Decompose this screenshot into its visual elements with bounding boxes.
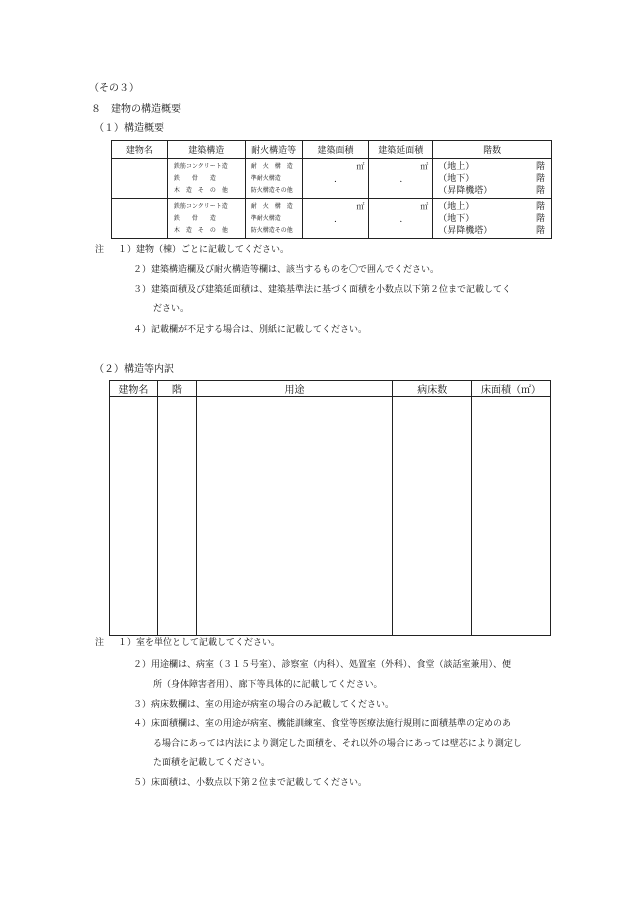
- notes1-item: ２）建築構造欄及び耐火構造等欄は、該当するものを〇で囲んでください。: [133, 265, 440, 275]
- notes2-item: １）室を単位として記載してください。: [118, 638, 281, 648]
- notes2-item-continued: た面積を記載してください。: [153, 758, 271, 768]
- t1-header-floors: 階数: [433, 141, 552, 159]
- notes1-label: 注: [95, 245, 105, 255]
- t1-header-fire-resistance: 耐火構造等: [245, 141, 302, 159]
- notes2-item: ４）床面積欄は、室の用途が病室、機能訓練室、食堂等医療法施行規則に面積基準の定めのあ: [133, 719, 512, 729]
- notes2-item-continued: る場合にあっては内法により測定した面積を、それ以外の場合にあっては壁芯により測定し: [153, 739, 522, 749]
- t1-row: [112, 159, 552, 199]
- t1-total-area-cell[interactable]: [369, 199, 433, 239]
- notes2-item: ５）床面積は、小数点以下第２位まで記載してください。: [133, 778, 368, 788]
- notes1-item-continued: ださい。: [153, 304, 190, 314]
- t2-floor-area-cell[interactable]: [472, 397, 551, 636]
- t1-building-area-cell[interactable]: [302, 199, 369, 239]
- t1-structure-cell[interactable]: 鉄筋コンクリート造 鉄 骨 造 木 造 そ の 他: [167, 159, 245, 199]
- t1-building-area-cell[interactable]: [302, 159, 369, 199]
- t2-building-name-cell[interactable]: [110, 397, 158, 636]
- t1-fire-cell[interactable]: 耐 火 構 造 準耐火構造 防火構造その他: [245, 199, 302, 239]
- unit-sqm: ㎡: [356, 202, 365, 211]
- t1-header-structure: 建築構造: [167, 141, 245, 159]
- decimal-point: .: [399, 175, 403, 185]
- t1-floors-cell[interactable]: （地上） 階 （地下） 階 （昇降機塔） 階: [433, 159, 552, 199]
- t2-header-building-name: 建物名: [110, 381, 158, 397]
- t1-total-area-cell[interactable]: [369, 159, 433, 199]
- decimal-point: .: [399, 215, 403, 225]
- t2-header-floor-area: 床面積（㎡）: [472, 381, 551, 397]
- t2-usage-cell[interactable]: [196, 397, 392, 636]
- structure-breakdown-table: [109, 380, 551, 636]
- unit-sqm: ㎡: [420, 162, 429, 171]
- notes2-item: ３）病床数欄は、室の用途が病室の場合のみ記載してください。: [133, 700, 395, 710]
- notes1-item: ４）記載欄が不足する場合は、別紙に記載してください。: [133, 325, 368, 335]
- decimal-point: .: [334, 215, 337, 225]
- t1-row: [112, 199, 552, 239]
- t2-header-beds: 病床数: [393, 381, 472, 397]
- part-label: （その３）: [89, 83, 139, 94]
- t2-entry-row: [110, 397, 551, 636]
- t1-header-total-floor-area: 建築延面積: [369, 141, 433, 159]
- t1-fire-cell[interactable]: 耐 火 構 造 準耐火構造 防火構造その他: [245, 159, 302, 199]
- t1-structure-cell[interactable]: 鉄筋コンクリート造 鉄 骨 造 木 造 そ の 他: [167, 199, 245, 239]
- unit-sqm: ㎡: [420, 202, 429, 211]
- structure-overview-table: [111, 140, 552, 239]
- t2-beds-cell[interactable]: [393, 397, 472, 636]
- t1-header-building-name: 建物名: [112, 141, 168, 159]
- notes2-item: ２）用途欄は、病室（３１５号室）、診察室（内科）、処置室（外科）、食堂（談話室兼用）、便: [133, 660, 512, 670]
- subsection-1-title: （１）構造概要: [94, 123, 164, 134]
- t1-building-name-cell[interactable]: [112, 199, 168, 239]
- t1-building-name-cell[interactable]: [112, 159, 168, 199]
- notes2-item-continued: 所（身体障害者用）、廊下等具体的に記載してください。: [153, 680, 383, 690]
- subsection-2-title: （２）構造等内訳: [94, 364, 174, 375]
- notes1-item: ３）建築面積及び建築延面積は、建築基準法に基づく面積を小数点以下第２位まで記載してく: [133, 285, 512, 295]
- decimal-point: .: [334, 175, 337, 185]
- section-title: ８ 建物の構造概要: [91, 104, 181, 115]
- t1-header-building-area: 建築面積: [302, 141, 369, 159]
- t2-floor-cell[interactable]: [157, 397, 196, 636]
- t1-floors-cell[interactable]: （地上） 階 （地下） 階 （昇降機塔） 階: [433, 199, 552, 239]
- t2-header-usage: 用途: [196, 381, 392, 397]
- notes1-item: １）建物（棟）ごとに記載してください。: [118, 245, 290, 255]
- t2-header-floor: 階: [157, 381, 196, 397]
- notes2-label: 注: [95, 638, 105, 648]
- unit-sqm: ㎡: [356, 162, 365, 171]
